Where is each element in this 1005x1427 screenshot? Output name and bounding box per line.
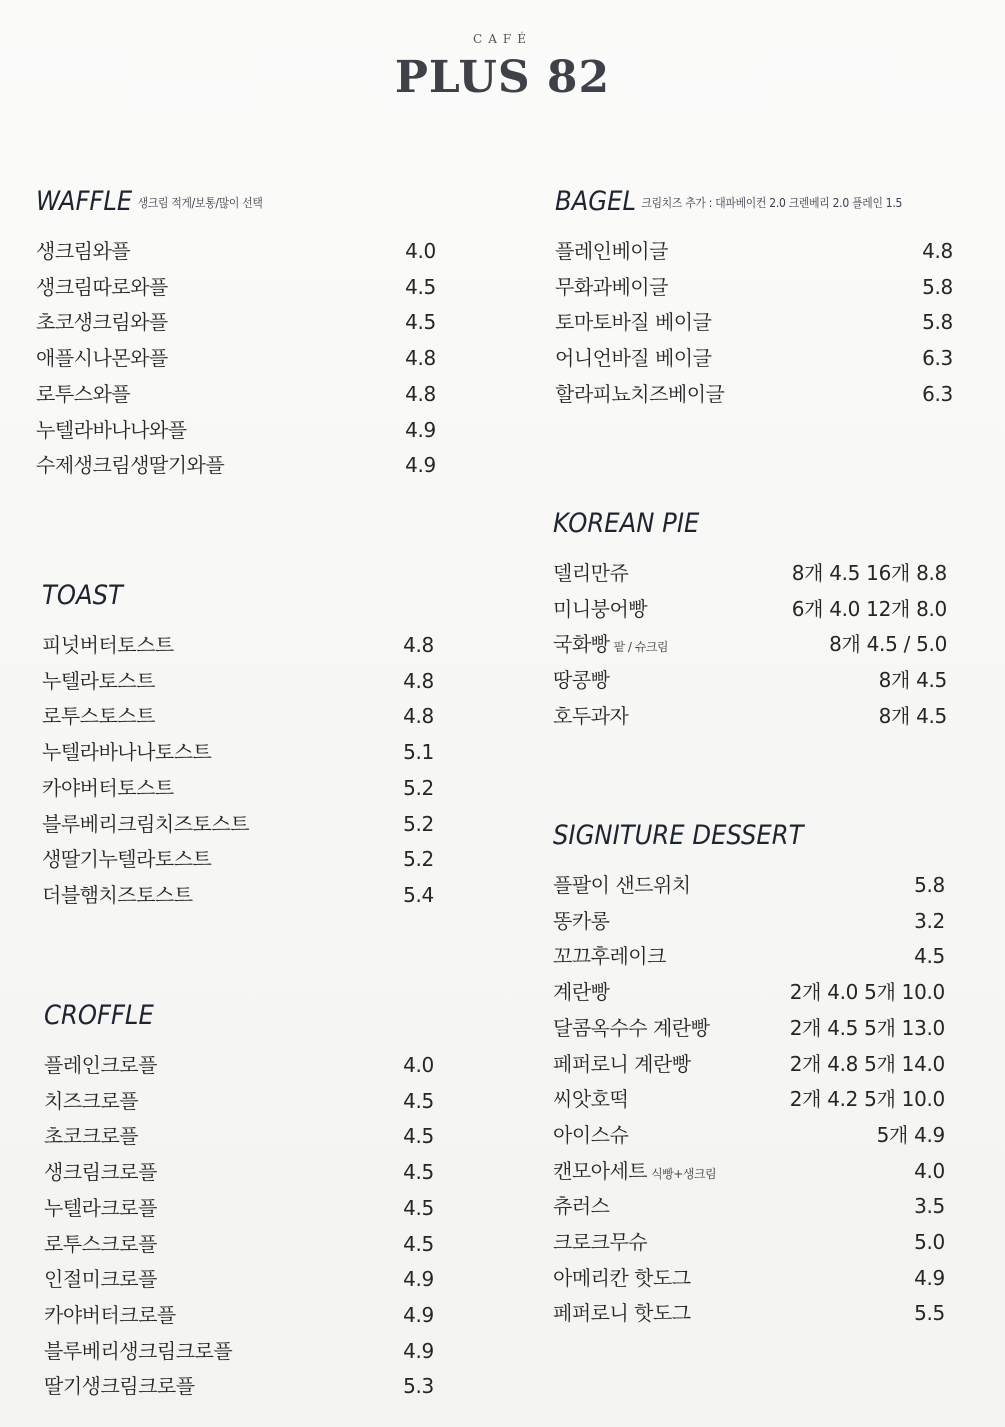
menu-item <box>44 1368 434 1404</box>
cafe-label: CAFÉ <box>473 32 532 46</box>
item-note: 식빵+생크림 <box>651 1166 717 1181</box>
item-price: 4.9 <box>403 1338 434 1363</box>
item-list <box>42 627 434 913</box>
item-name-text: 생크림크로플 <box>44 1160 157 1185</box>
menu-item <box>555 304 953 340</box>
item-name <box>555 304 711 340</box>
item-price: 5.0 <box>914 1230 945 1254</box>
item-name <box>42 627 174 663</box>
item-name <box>553 1081 628 1117</box>
item-price: 8개 4.5 <box>878 668 947 693</box>
item-name <box>553 1010 709 1046</box>
item-name <box>42 877 193 913</box>
item-name <box>553 626 668 665</box>
item-name-text: 수제생크림생딸기와플 <box>36 453 225 478</box>
item-price: 4.5 <box>405 310 436 335</box>
item-name-text: 씨앗호떡 <box>553 1087 629 1112</box>
item-name-text: 로투스와플 <box>36 381 131 406</box>
item-price: 4.8 <box>405 381 436 406</box>
item-name-text: 치즈크로플 <box>44 1088 139 1113</box>
item-name-text: 호두과자 <box>553 703 629 728</box>
item-name-text: 크로크무슈 <box>553 1230 648 1254</box>
item-name-text: 무화과베이글 <box>555 274 668 299</box>
menu-item <box>553 1153 945 1189</box>
section-title <box>555 186 913 217</box>
item-name-text: 초코생크림와플 <box>36 310 168 335</box>
menu-item <box>44 1154 434 1190</box>
menu-item <box>553 626 947 662</box>
item-price: 4.5 <box>403 1160 434 1185</box>
item-price: 5.8 <box>922 310 953 335</box>
item-price: 5.2 <box>403 775 434 800</box>
item-name <box>553 974 609 1010</box>
item-name <box>44 1190 157 1226</box>
section-note: 크림치즈 추가 : 대파베이컨 2.0 크렌베리 2.0 플레인 1.5 <box>641 196 903 210</box>
item-name <box>44 1118 138 1154</box>
section-croffle <box>44 1000 434 1404</box>
item-name-text: 미니붕어빵 <box>553 596 648 621</box>
menu-item <box>553 1081 945 1117</box>
item-name-text: 애플시나몬와플 <box>36 346 168 371</box>
menu-item <box>555 233 953 269</box>
item-name <box>553 867 691 903</box>
section-title: TOAST <box>42 580 123 611</box>
section-title: KOREAN PIE <box>553 508 700 539</box>
menu-item <box>553 555 947 591</box>
menu-item <box>36 304 436 340</box>
item-price: 4.8 <box>403 633 434 657</box>
menu-item <box>553 1295 945 1331</box>
item-price: 8개 4.5 16개 8.8 <box>791 561 947 585</box>
item-name-text: 캔모아세트 <box>553 1158 648 1183</box>
item-price: 2개 4.0 5개 10.0 <box>789 980 945 1005</box>
item-price: 2개 4.8 5개 14.0 <box>789 1051 945 1076</box>
section-waffle <box>36 186 436 483</box>
item-name-text: 달콤옥수수 계란빵 <box>553 1015 710 1040</box>
menu-item <box>36 233 436 269</box>
section-korean-pie <box>553 508 947 734</box>
item-name-text: 땅콩빵 <box>553 668 610 693</box>
item-price: 5.1 <box>403 740 434 765</box>
item-name <box>42 841 211 877</box>
item-name-text: 똥카롱 <box>553 908 610 933</box>
item-name-text: 국화빵 <box>553 632 610 657</box>
menu-item <box>42 698 434 734</box>
item-name <box>42 734 211 770</box>
menu-item <box>36 412 436 448</box>
item-name-text: 생크림따로와플 <box>36 274 168 299</box>
menu-item <box>555 376 953 412</box>
menu-item <box>42 627 434 663</box>
item-name-text: 로투스토스트 <box>42 704 155 729</box>
item-name <box>36 269 168 305</box>
item-name <box>553 698 628 734</box>
item-name-text: 블루베리생크림크로플 <box>44 1338 233 1363</box>
item-name-text: 더블햄치즈토스트 <box>42 882 193 907</box>
item-name <box>553 1117 628 1153</box>
item-name-text: 할라피뇨치즈베이글 <box>555 381 725 406</box>
item-name <box>555 340 711 376</box>
item-list <box>555 233 953 412</box>
item-name <box>44 1297 176 1333</box>
item-price: 4.9 <box>914 1265 945 1290</box>
item-name <box>44 1368 195 1404</box>
item-name-text: 꼬끄후레이크 <box>553 944 666 969</box>
item-list <box>553 555 947 734</box>
item-name <box>44 1083 138 1119</box>
item-name <box>36 412 187 448</box>
item-name <box>553 938 666 974</box>
item-price: 4.5 <box>403 1231 434 1256</box>
item-name-text: 카야버터크로플 <box>44 1302 176 1327</box>
section-title <box>36 186 396 217</box>
item-price: 4.8 <box>405 346 436 371</box>
item-price: 4.0 <box>403 1053 434 1077</box>
item-name <box>44 1154 157 1190</box>
item-price: 4.9 <box>405 417 436 442</box>
menu-item <box>42 734 434 770</box>
item-price: 4.5 <box>914 944 945 969</box>
item-name-text: 블루베리크림치즈토스트 <box>42 811 250 836</box>
section-title: CROFFLE <box>44 1000 154 1031</box>
item-name <box>553 1224 647 1260</box>
item-name-text: 츄러스 <box>553 1194 610 1219</box>
item-price: 4.5 <box>403 1088 434 1113</box>
item-name <box>555 376 724 412</box>
item-name-text: 델리만쥬 <box>553 561 629 585</box>
item-name-text: 페퍼로니 핫도그 <box>553 1301 691 1326</box>
menu-item <box>553 1117 945 1153</box>
item-price: 4.9 <box>403 1302 434 1327</box>
item-name <box>36 233 130 269</box>
item-price: 4.8 <box>403 704 434 729</box>
menu-item <box>555 269 953 305</box>
item-name <box>44 1047 157 1083</box>
item-name-text: 플레인베이글 <box>555 239 668 263</box>
section-toast <box>42 580 434 913</box>
menu-item <box>553 1010 945 1046</box>
item-name <box>553 555 628 591</box>
menu-item <box>553 867 945 903</box>
menu-item <box>44 1333 434 1369</box>
item-price: 5.8 <box>922 274 953 299</box>
item-list <box>553 867 945 1331</box>
menu-item <box>553 1260 945 1296</box>
item-name <box>553 903 609 939</box>
item-name <box>555 233 668 269</box>
item-name-text: 카야버터토스트 <box>42 775 174 800</box>
section-title-text: WAFFLE <box>36 186 133 217</box>
item-price: 4.9 <box>403 1267 434 1292</box>
item-name-text: 아이스슈 <box>553 1122 629 1147</box>
item-name <box>42 806 249 842</box>
item-price: 4.0 <box>914 1158 945 1183</box>
item-name-text: 플팔이 샌드위치 <box>553 873 691 897</box>
item-name <box>553 1046 691 1082</box>
item-price: 2개 4.2 5개 10.0 <box>789 1087 945 1112</box>
item-list <box>36 233 436 483</box>
item-name <box>553 1153 716 1192</box>
menu-item <box>44 1297 434 1333</box>
item-price: 5.5 <box>914 1301 945 1326</box>
item-price: 4.8 <box>403 668 434 693</box>
menu-item <box>553 1046 945 1082</box>
menu-item <box>44 1083 434 1119</box>
item-price: 6.3 <box>922 381 953 406</box>
item-name-text: 생크림와플 <box>36 239 131 263</box>
item-price: 4.5 <box>403 1124 434 1149</box>
item-price: 5.2 <box>403 847 434 872</box>
menu-item <box>553 698 947 734</box>
item-name-text: 딸기생크림크로플 <box>44 1374 195 1399</box>
item-name-text: 로투스크로플 <box>44 1231 157 1256</box>
menu-item <box>42 877 434 913</box>
item-name-text: 누텔라크로플 <box>44 1195 157 1220</box>
menu-item <box>553 1188 945 1224</box>
item-name <box>44 1261 157 1297</box>
item-name <box>36 304 168 340</box>
menu-item <box>36 376 436 412</box>
item-price: 5.3 <box>403 1374 434 1399</box>
item-price: 2개 4.5 5개 13.0 <box>789 1015 945 1040</box>
item-price: 6개 4.0 12개 8.0 <box>791 596 947 621</box>
item-name <box>42 663 155 699</box>
cafe-name: PLUS 82 <box>394 52 611 103</box>
menu-item <box>553 1224 945 1260</box>
menu-item <box>42 663 434 699</box>
menu-item <box>553 974 945 1010</box>
item-price: 4.8 <box>922 239 953 263</box>
item-price: 4.5 <box>403 1195 434 1220</box>
item-price: 6.3 <box>922 346 953 371</box>
menu-item <box>44 1190 434 1226</box>
menu-item <box>42 841 434 877</box>
item-name-text: 누텔라바나나토스트 <box>42 740 212 765</box>
item-note: 팥 / 슈크림 <box>613 640 669 655</box>
section-title: SIGNITURE DESSERT <box>553 820 804 851</box>
item-price: 4.0 <box>405 239 436 263</box>
item-name <box>42 698 155 734</box>
item-name <box>44 1226 157 1262</box>
item-name <box>553 1188 609 1224</box>
section-bagel <box>555 186 953 412</box>
menu-item <box>553 662 947 698</box>
item-price: 5.8 <box>914 873 945 897</box>
item-name-text: 피넛버터토스트 <box>42 633 174 657</box>
item-name-text: 누텔라바나나와플 <box>36 417 187 442</box>
item-name <box>553 662 609 698</box>
item-price: 8개 4.5 <box>878 703 947 728</box>
item-name <box>36 340 168 376</box>
menu-item <box>553 591 947 627</box>
menu-item <box>553 938 945 974</box>
item-name <box>42 770 174 806</box>
item-name <box>36 376 130 412</box>
section-title-text: BAGEL <box>555 186 637 217</box>
item-price: 3.2 <box>914 908 945 933</box>
item-name <box>553 591 647 627</box>
item-name <box>553 1260 691 1296</box>
item-name <box>36 447 224 483</box>
menu-item <box>36 340 436 376</box>
item-name-text: 초코크로플 <box>44 1124 139 1149</box>
menu-item <box>553 903 945 939</box>
item-name-text: 플레인크로플 <box>44 1053 157 1077</box>
section-note: 생크림 적게/보통/많이 선택 <box>137 196 263 210</box>
item-name-text: 계란빵 <box>553 980 610 1005</box>
item-price: 5.4 <box>403 882 434 907</box>
item-price: 5.2 <box>403 811 434 836</box>
item-price: 5개 4.9 <box>876 1122 945 1147</box>
menu-item <box>44 1261 434 1297</box>
item-name-text: 인절미크로플 <box>44 1267 157 1292</box>
item-price: 4.9 <box>405 453 436 478</box>
item-price: 3.5 <box>914 1194 945 1219</box>
section-signature-dessert <box>553 820 945 1331</box>
item-list <box>44 1047 434 1404</box>
menu-item <box>42 770 434 806</box>
item-name <box>555 269 668 305</box>
menu-item <box>44 1047 434 1083</box>
item-name-text: 누텔라토스트 <box>42 668 155 693</box>
menu-item <box>36 269 436 305</box>
menu-item <box>555 340 953 376</box>
menu-item <box>36 447 436 483</box>
item-name-text: 아메리칸 핫도그 <box>553 1265 691 1290</box>
item-name-text: 페퍼로니 계란빵 <box>553 1051 691 1076</box>
item-name-text: 토마토바질 베이글 <box>555 310 712 335</box>
item-name-text: 생딸기누텔라토스트 <box>42 847 212 872</box>
item-name-text: 어니언바질 베이글 <box>555 346 712 371</box>
item-price: 4.5 <box>405 274 436 299</box>
item-name <box>44 1333 232 1369</box>
item-price: 8개 4.5 / 5.0 <box>829 632 947 657</box>
menu-item <box>44 1226 434 1262</box>
menu-item <box>42 806 434 842</box>
menu-item <box>44 1118 434 1154</box>
item-name <box>553 1295 691 1331</box>
